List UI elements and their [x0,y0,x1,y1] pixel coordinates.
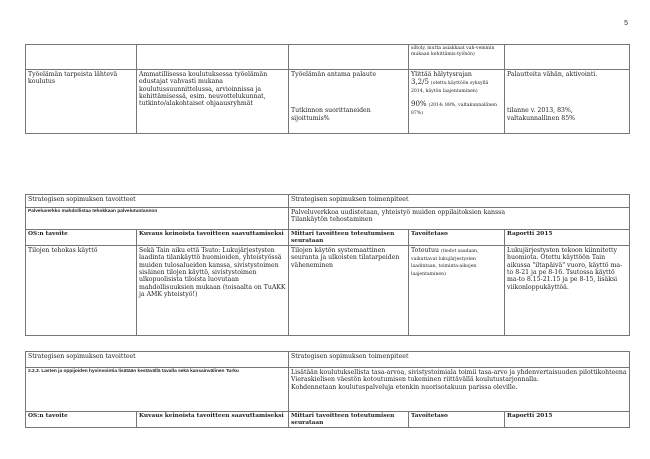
indicator-cell: Tilojen käytön systemaattinen seuranta ja ulkoisten tilatarpeiden väheneminen [289,246,409,336]
measure-line: Lisätään koulutuksellista tasa-arvoa, sivistystoimiala toimii tasa-arvo ja yhdenvertaisuuden pilottikohteena [291,369,627,376]
table-row [26,45,630,70]
measure-line: Tilankäytön tehostaminen [291,216,373,224]
col-header: Kuvaus keinoista tavoitteen saavuttamiseksi [137,412,289,428]
report-cell: Lukujärjestysten tekoon kiinnitetty huomiota. Otettu käyttöön Tain aikussa "iltapäivä" vuoro, käyttö ma-to 8-21 ja pe 8-16. Tsutossa käyttö ma-to 8.15-21.15 ja pe 8-15, lisäksi viikonloppukäyttöä. [505,246,630,336]
report-placement: tilanne v. 2013, 83%, valtakunnallinen 85% [507,107,576,122]
means-cell: Sekä Tain aiku että Tsuto: Lukujärjestysten laadinta tilankäyttö huomioiden, yhteistyössä muiden tulosalueiden kanssa, sivistystoimen sisäinen tilojen käyttö, sivistystoimen ulkopuolisista tiloista luovutaan mahdollisuuksien mukaan (toisaalta on TuAKK ja AMK yhteistyö!) [137,246,289,336]
indicator-cell [289,70,409,134]
report-cell [505,70,630,134]
means-cell: Ammatillisessa koulutuksessa työelämän edustajat vahvasti mukana koulutussuunnittelussa, arvioinnissa ja kehittämisessä, esim. neuvottelukunnat, tutkinto/alakohtaiset ohjaausryhmät [137,70,289,134]
column-header-row [26,412,630,428]
target-cell [409,70,505,134]
table-row [26,208,630,230]
col-header: Raportti 2015 [505,412,630,428]
col-header: Raportti 2015 [505,230,630,246]
target-score: 3,2/5 [411,78,429,87]
table-row [26,195,630,208]
target-percent-note: (2014: 88%, valtakunnallinen 87%) [411,103,497,117]
target-note: (tiedot saadaan, vaikuttavat lukujärjestysten laadintaan, toiminta-aikojen laajentaminen) [411,249,479,277]
continued-text: siltoly, mutta asiakkaat vah-vemmin mukaan kehittämis-työhön) [409,45,505,70]
table-row [26,352,630,368]
table-row [26,70,630,134]
table-row [26,368,630,412]
header-measures: Strategisen sopimuksen toimenpiteet [289,352,630,368]
indicator-feedback: Työelämän antama palaute [291,71,377,78]
table-workplace-training [25,44,630,134]
target-status: Toteutuu [411,247,439,255]
header-goals: Strategisen sopimuksen tavoitteet [26,195,289,208]
measure-line: Vieraskielisen väestön kotoutumisen tukeminen riittävällä koulutustarjonnalla. [291,376,539,384]
col-header: Tavoitetaso [409,412,505,428]
col-header: Kuvaus keinoista tavoitteen saavuttamiseksi [137,230,289,246]
col-header: Tavoitetaso [409,230,505,246]
col-header: OS:n tavoite [26,412,137,428]
measure-line: Palveluverkkoa uudistetaan, yhteistyö muiden oppilaitoksien kanssa [291,209,506,216]
strategic-measures [289,208,630,230]
target-score-note: (otettu käyttöön syksyllä 2014, käytön laajentaminen) [411,81,489,94]
col-header: Mittari tavoitteen toteutumisen seurataan [289,412,409,428]
measure-line: Kohdennetaan koulutuspalveluja etenkin nuorisotakuun parissa oleville. [291,383,518,391]
column-header-row [26,230,630,246]
target-cell [409,246,505,336]
target-percent: 90% [411,100,427,109]
col-header: Mittari tavoitteen toteutumisen seurataan [289,230,409,246]
header-goals: Strategisen sopimuksen tavoitteet [26,352,289,368]
strategic-goal: Palveluverkko mahdollistaa tehokkaan palvelutuotannon [26,208,289,230]
col-header: OS:n tavoite [26,230,137,246]
goal-cell: Tilojen tehokas käyttö [26,246,137,336]
strategic-goal: 2.2.3. Lasten ja oppijoiden hyvinvointia lisätään kestävällä tavalla sekä kansainvälinen Turku [26,368,289,412]
target-threshold: Ylittää hälytysrajan [411,71,472,78]
indicator-placement: Tutkinnon suorittaneiden sijoittumis% [291,107,371,122]
page-number: 5 [624,20,628,27]
strategic-measures [289,368,630,412]
table-service-network [25,194,630,336]
goal-cell: Työelämän tarpeista lähtevä koulutus [26,70,137,134]
header-measures: Strategisen sopimuksen toimenpiteet [289,195,630,208]
report-feedback: Palautteita vähän, aktivointi. [507,71,598,78]
table-row [26,246,630,336]
table-wellbeing [25,351,630,428]
